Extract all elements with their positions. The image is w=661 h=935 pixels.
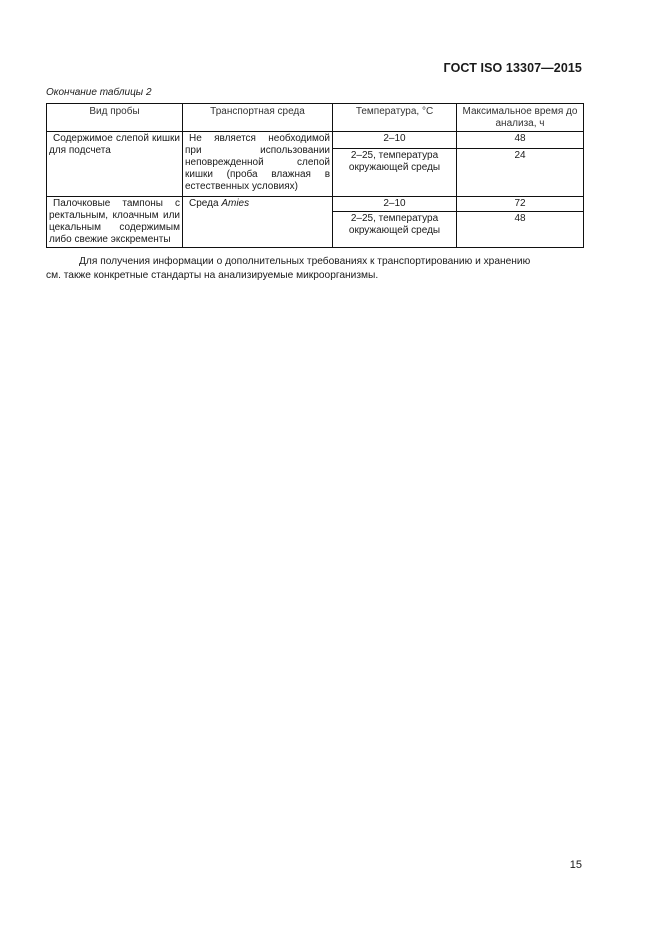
note-line-2: см. также конкретные стандарты на анализируемые микроорганизмы.	[46, 270, 379, 281]
max-time-cell: 72	[457, 197, 584, 212]
column-header-max-time-label: Максимальное время до анализа, ч	[462, 106, 578, 129]
max-time-cell: 48	[457, 132, 584, 149]
transport-conditions-table	[46, 103, 584, 248]
table-header-row	[47, 104, 584, 132]
transport-medium-text: Среда	[189, 198, 222, 209]
table-caption: Окончание таблицы 2	[46, 87, 152, 98]
table-row	[47, 132, 584, 149]
temperature-cell: 2–10	[333, 197, 457, 212]
max-time-cell: 48	[457, 212, 584, 248]
sample-type-cell: Палочковые тампоны с ректальным, клоачным или цекальным содержимым либо свежие экскременты	[47, 197, 183, 248]
temperature-cell: 2–25, температура окружающей среды	[333, 212, 457, 248]
column-header-transport-medium: Транспортная среда	[183, 104, 333, 132]
temperature-cell: 2–25, температура окружающей среды	[333, 148, 457, 197]
standard-id-header: ГОСТ ISO 13307—2015	[443, 61, 582, 75]
transport-medium-cell: Не является необходимой при использовании неповрежденной слепой кишки (проба влажная в естественных условиях)	[183, 132, 333, 197]
note-paragraph	[46, 255, 582, 283]
note-line-1: Для получения информации о дополнительных требованиях к транспортированию и хранению	[79, 256, 531, 267]
table-row	[47, 197, 584, 212]
sample-type-cell: Содержимое слепой кишки для подсчета	[47, 132, 183, 197]
column-header-sample-type: Вид пробы	[47, 104, 183, 132]
column-header-temperature: Температура, °С	[333, 104, 457, 132]
temperature-cell: 2–10	[333, 132, 457, 149]
column-header-max-time	[457, 104, 584, 132]
transport-medium-cell	[183, 197, 333, 248]
transport-medium-name: Amies	[221, 198, 250, 209]
page-number: 15	[569, 859, 582, 871]
max-time-cell: 24	[457, 148, 584, 197]
